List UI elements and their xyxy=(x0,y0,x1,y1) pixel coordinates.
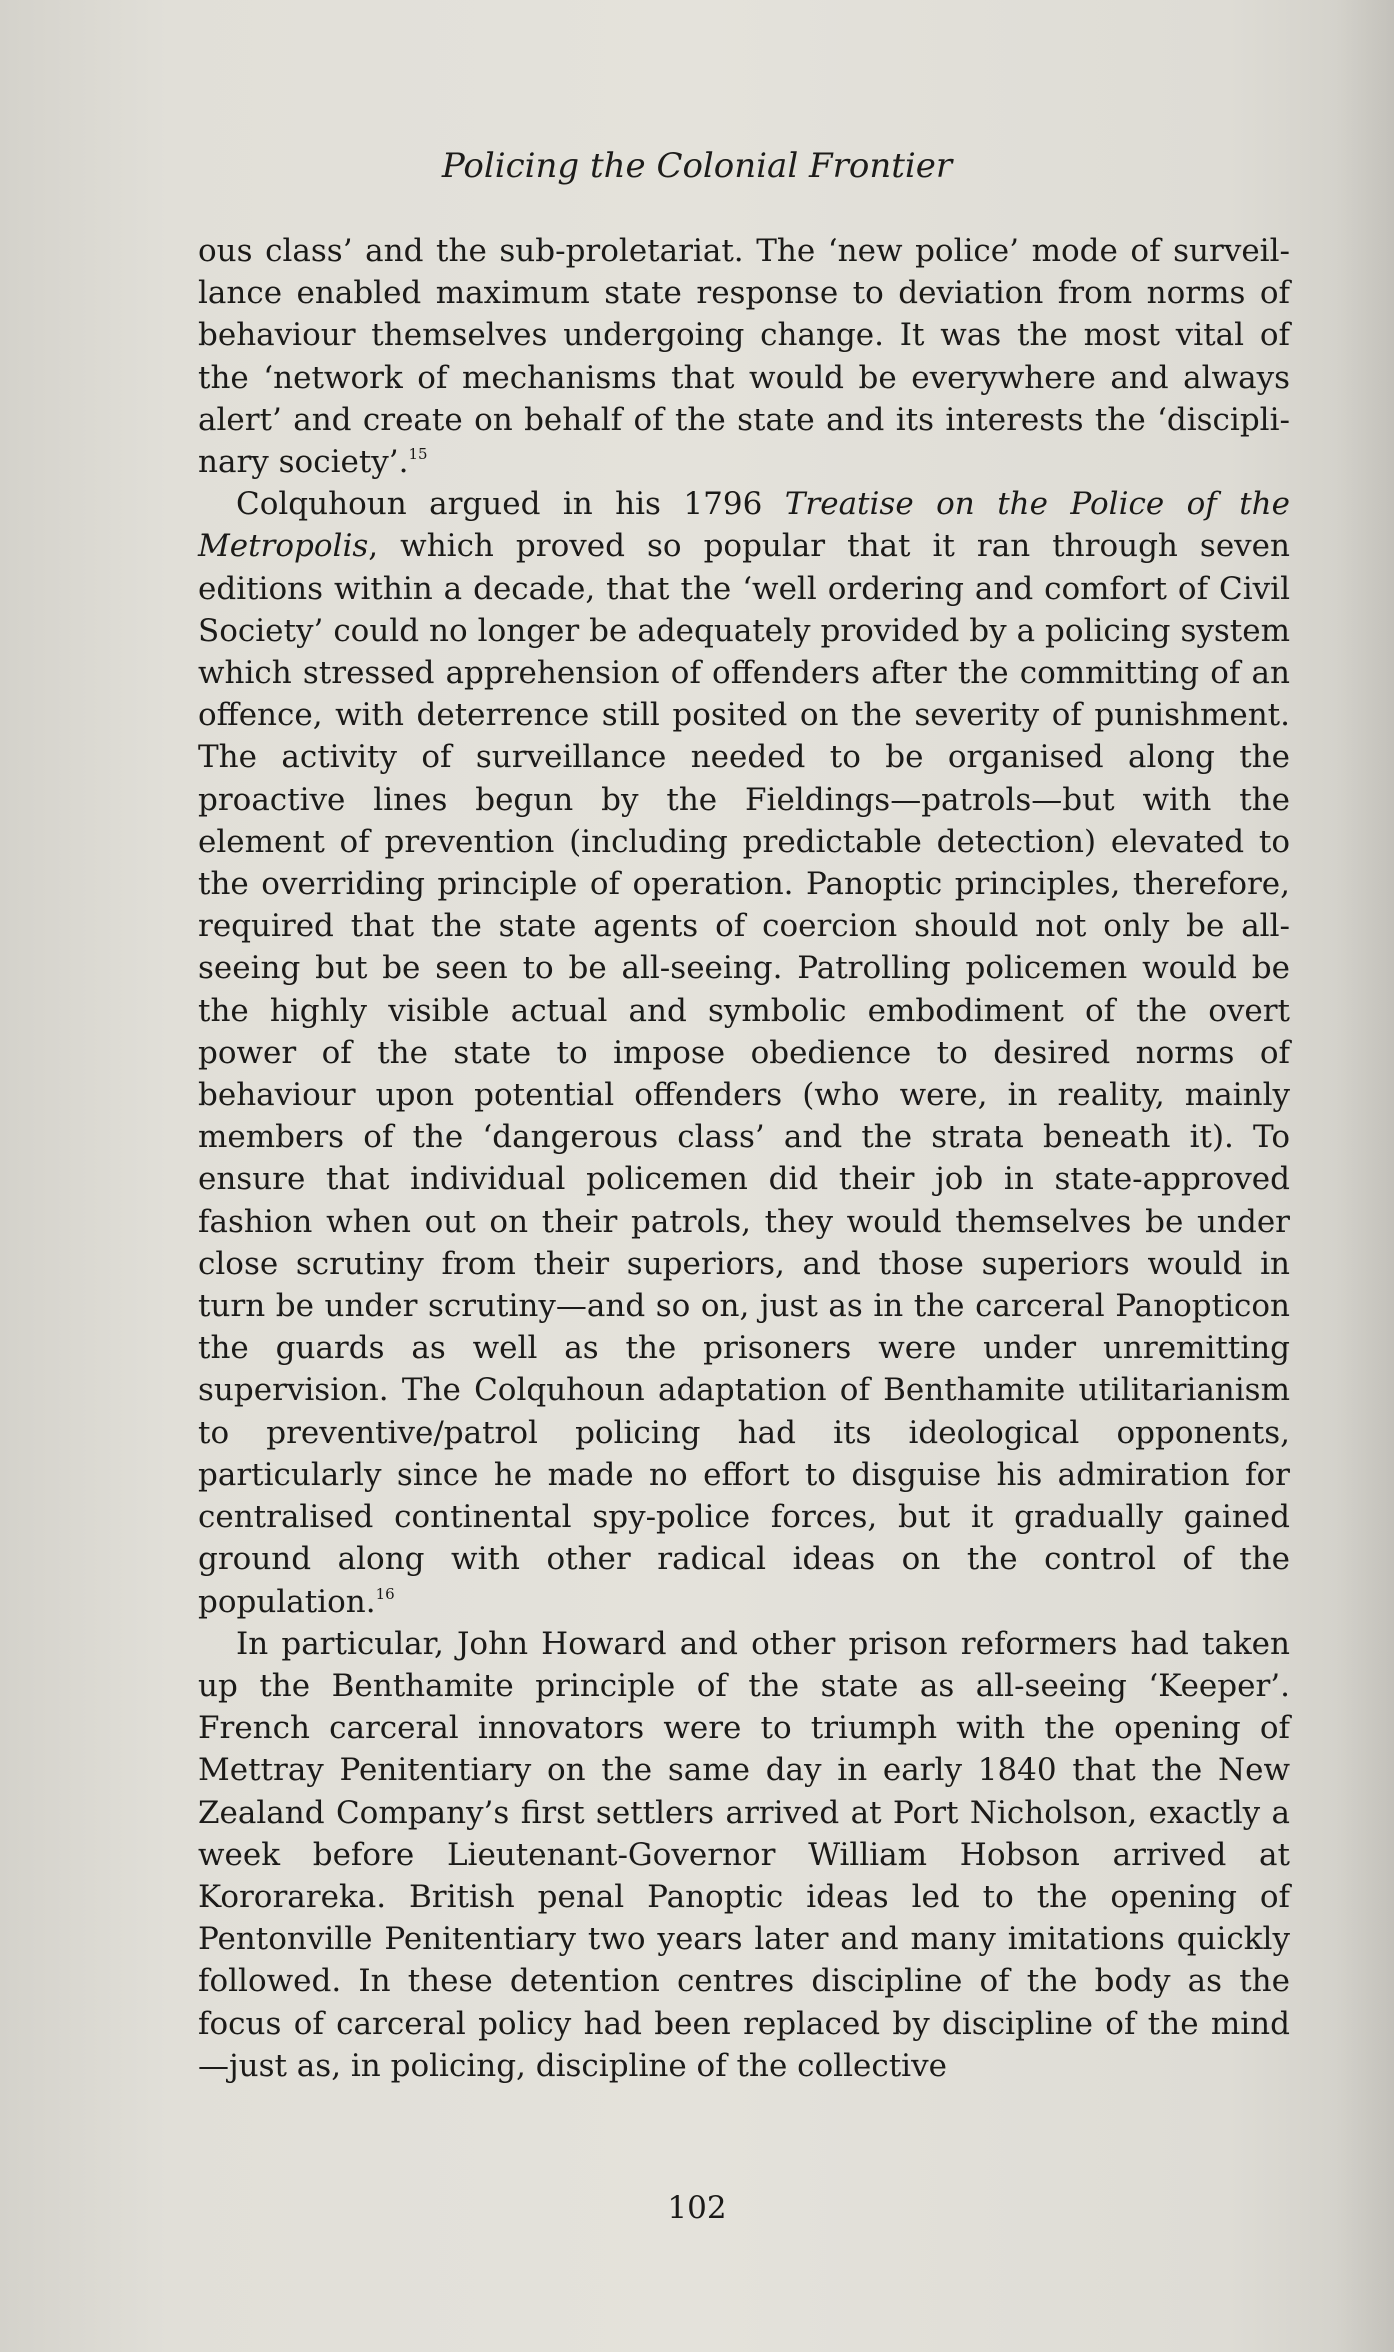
treatise-title: Treatise on the Police of the Metropolis xyxy=(198,486,1290,565)
body-text xyxy=(198,230,1290,2087)
paragraph-2-text-b: , which proved so popular that it ran through seven editions within a decade, that the ‘well ordering and comfort of Civil Society’ could no longer be adequately provided by a policing system which stressed apprehension of offenders after the committing of an offence, with deterrence still posited on the severity of punishment. The activity of surveillance needed to be organised along the proactive lines begun by the Fieldings—patrols—but with the element of prevention (including predictable detection) elevated to the overriding principle of operation. Panoptic principles, therefore, required that the state agents of coercion should not only be all-seeing but be seen to be all-seeing. Patrolling policemen would be the highly visible actual and symbolic embodiment of the overt power of the state to impose obedience to desired norms of behaviour upon potential offenders (who were, in reality, mainly members of the ‘dangerous class’ and the strata beneath it). To ensure that individual policemen did their job in state-approved fashion when out on their patrols, they would themselves be under close scrutiny from their superiors, and those superiors would in turn be under scrutiny—and so on, just as in the carceral Panopticon the guards as well as the prisoners were under unremitting supervision. The Colquhoun adaptation of Benthamite utilitarianism to preventive/patrol policing had its ideological opponents, particularly since he made no effort to disguise his admiration for centralised continental spy-police forces, but it gradually gained ground along with other radical ideas on the control of the population. xyxy=(198,528,1290,1620)
paragraph-1 xyxy=(198,230,1290,483)
footnote-marker-16: 16 xyxy=(375,1584,395,1603)
paragraph-2-text-a: Colquhoun argued in his 1796 xyxy=(236,486,785,523)
paragraph-3-text: In particular, John Howard and other prison reformers had taken up the Benthamite principle of the state as all-seeing ‘Keeper’. French carceral innovators were to triumph with the opening of Mettray Penitentiary on the same day in early 1840 that the New Zealand Company’s first settlers arrived at Port Nicholson, exactly a week before Lieutenant-Governor William Hobson arrived at Kororareka. British penal Panoptic ideas led to the opening of Pentonville Penitentiary two years later and many imitations quickly followed. In these detention centres discipline of the body as the focus of carceral policy had been replaced by discipline of the mind—just as, in policing, discipline of the collective xyxy=(198,1625,1290,2084)
paragraph-3 xyxy=(198,1623,1290,2087)
paragraph-1-text: ous class’ and the sub-proletariat. The ‘new police’ mode of surveillance enabled maximum state response to deviation from norms of behaviour themselves undergoing change. It was the most vital of the ‘network of mechanisms that would be everywhere and always alert’ and create on behalf of the state and its interests the ‘disciplinary society’. xyxy=(198,233,1290,481)
page-number: 102 xyxy=(667,2190,727,2226)
running-head: Policing the Colonial Frontier xyxy=(441,146,953,186)
paragraph-2 xyxy=(198,483,1290,1622)
footnote-marker-15: 15 xyxy=(408,445,428,464)
